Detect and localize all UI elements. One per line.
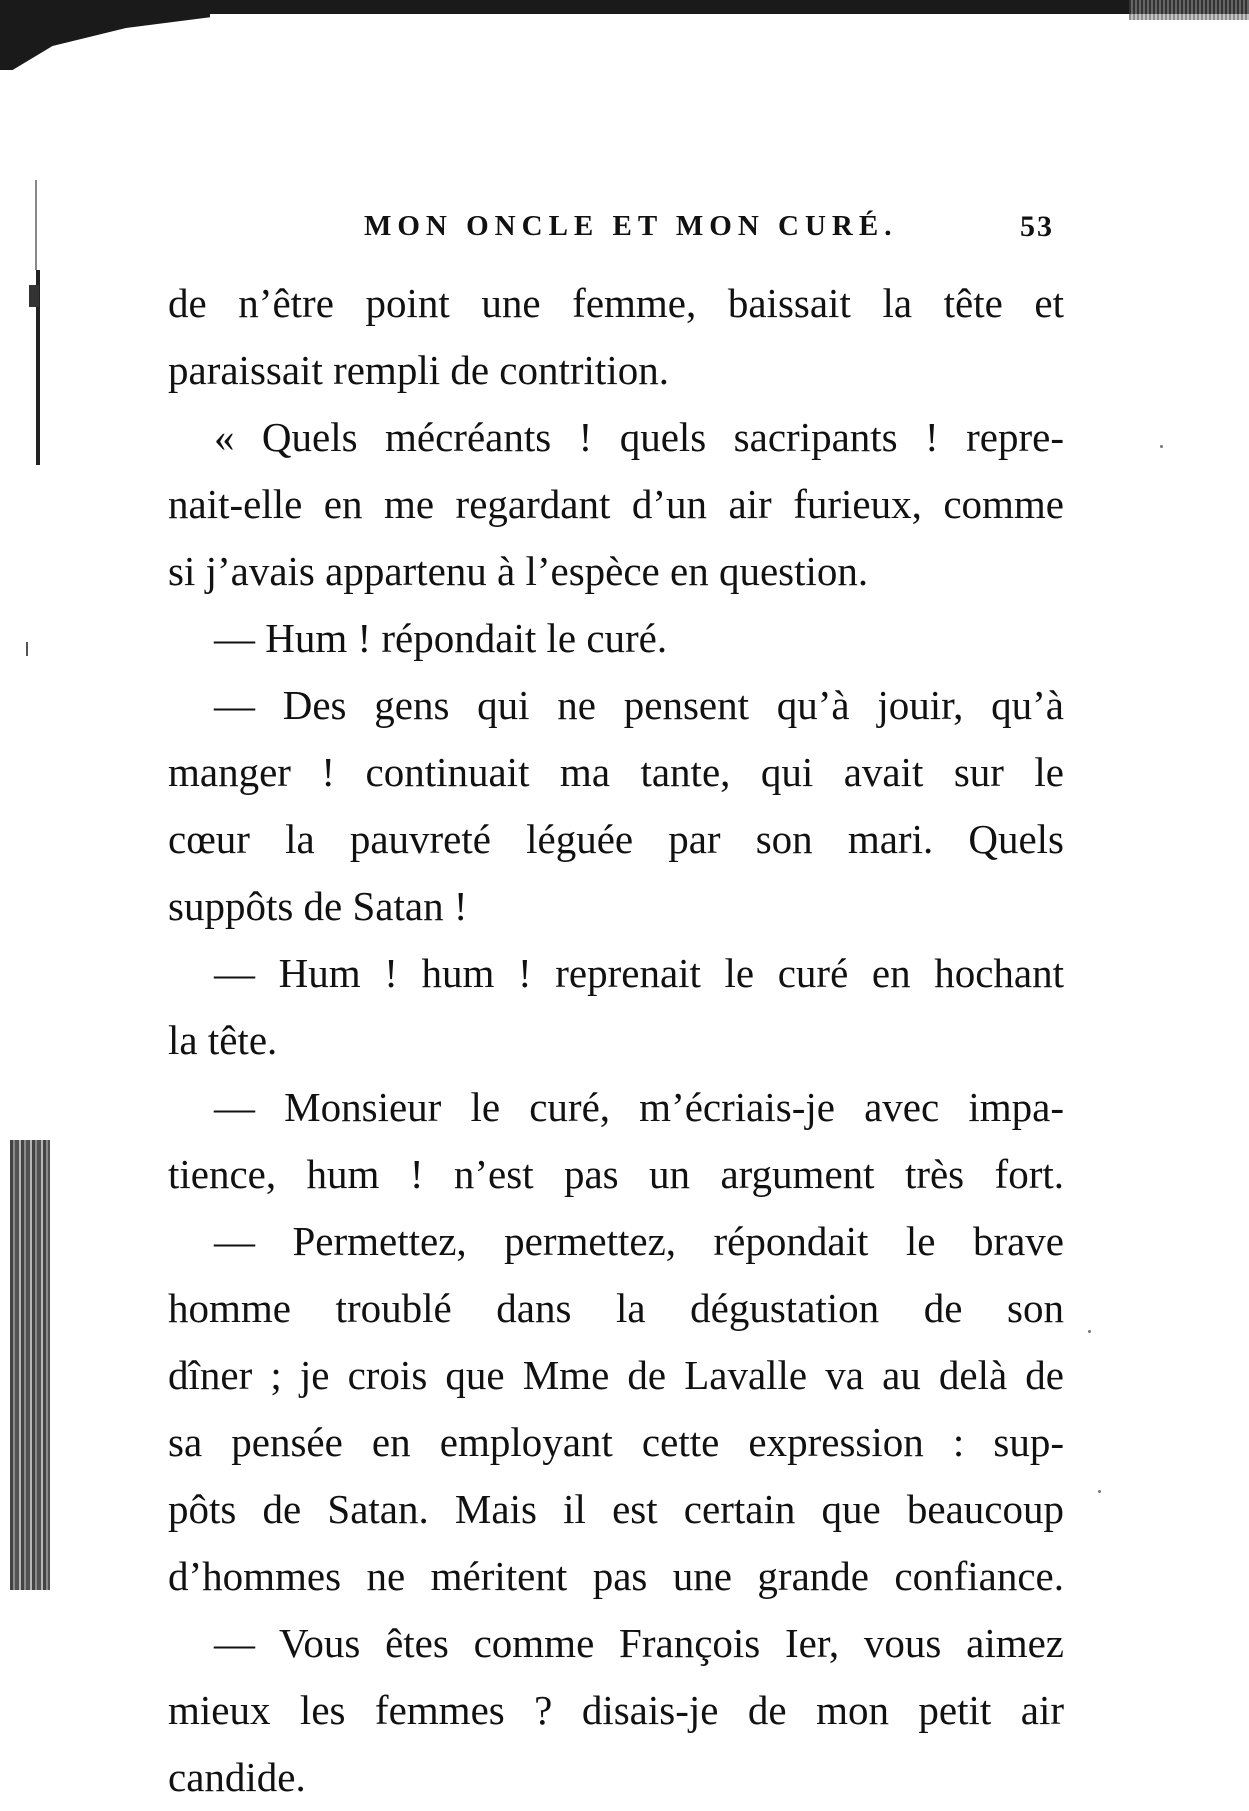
binding-mark [29, 285, 39, 307]
page-number: 53 [1020, 210, 1054, 243]
text-line: — Permettez, permettez, répondait le brave [214, 1218, 1064, 1264]
running-header [0, 210, 1249, 250]
speck [1088, 1330, 1091, 1333]
speck [1098, 1490, 1101, 1493]
text-line: tience, hum ! n’est pas un argument très fort. [168, 1151, 1064, 1197]
scan-corner-shadow [0, 10, 210, 70]
speck [1160, 445, 1163, 448]
text-line: d’hommes ne méritent pas une grande confiance. [168, 1553, 1064, 1599]
text-line: la tête. [168, 1017, 278, 1063]
text-line: — Vous êtes comme François Ier, vous aimez [214, 1620, 1064, 1666]
text-line: — Hum ! hum ! reprenait le curé en hochant [214, 950, 1064, 996]
scan-edge-grain [1129, 0, 1249, 20]
text-line: dîner ; je crois que Mme de Lavalle va au delà de [168, 1352, 1064, 1398]
text-line: — Des gens qui ne pensent qu’à jouir, qu’à [214, 682, 1064, 728]
binding-shadow [10, 1140, 50, 1590]
body-text [168, 270, 1064, 1811]
text-line: sa pensée en employant cette expression : sup- [168, 1419, 1064, 1465]
text-line: homme troublé dans la dégustation de son [168, 1285, 1064, 1331]
text-line: candide. [168, 1754, 306, 1800]
text-line: mieux les femmes ? disais-je de mon petit air [168, 1687, 1064, 1733]
text-line: si j’avais appartenu à l’espèce en question. [168, 548, 869, 594]
text-line: manger ! continuait ma tante, qui avait sur le [168, 749, 1064, 795]
text-line: pôts de Satan. Mais il est certain que beaucoup [168, 1486, 1064, 1532]
text-line: suppôts de Satan ! [168, 883, 468, 929]
text-line: paraissait rempli de contrition. [168, 347, 669, 393]
text-line: nait-elle en me regardant d’un air furieux, comme [168, 481, 1064, 527]
text-line: — Hum ! répondait le curé. [214, 615, 668, 661]
binding-mark [26, 642, 28, 656]
text-line: — Monsieur le curé, m’écriais-je avec impa- [214, 1084, 1064, 1130]
text-line: de n’être point une femme, baissait la tête et [168, 280, 1064, 326]
text-line: « Quels mécréants ! quels sacripants ! repre- [214, 414, 1064, 460]
text-line: cœur la pauvreté léguée par son mari. Quels [168, 816, 1064, 862]
running-title: MON ONCLE ET MON CURÉ. [364, 210, 898, 242]
